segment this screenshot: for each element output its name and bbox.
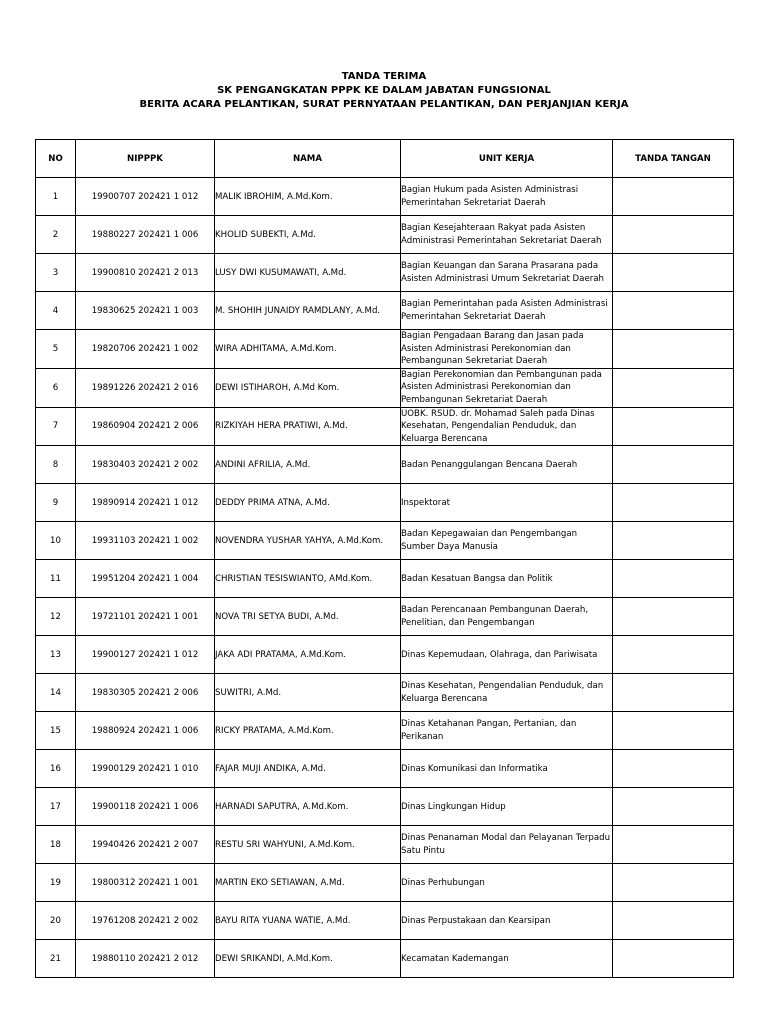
row-signature-cell[interactable]: [613, 292, 734, 330]
row-unit-kerja: Badan Penanggulangan Bencana Daerah: [401, 446, 613, 484]
row-unit-kerja: Dinas Perpustakaan dan Kearsipan: [401, 902, 613, 940]
row-no: 3: [36, 254, 76, 292]
row-unit-kerja: Dinas Ketahanan Pangan, Pertanian, dan Perikanan: [401, 712, 613, 750]
row-nipppk: 19721101 202421 1 001: [76, 598, 215, 636]
row-nama: CHRISTIAN TESISWIANTO, AMd.Kom.: [215, 560, 401, 598]
row-signature-cell[interactable]: [613, 216, 734, 254]
row-nama: HARNADI SAPUTRA, A.Md.Kom.: [215, 788, 401, 826]
title-line-3: BERITA ACARA PELANTIKAN, SURAT PERNYATAAN PELANTIKAN, DAN PERJANJIAN KERJA: [139, 99, 629, 110]
row-nipppk: 19880110 202421 2 012: [76, 940, 215, 978]
row-unit-kerja: Bagian Pemerintahan pada Asisten Administrasi Pemerintahan Sekretariat Daerah: [401, 292, 613, 330]
row-signature-cell[interactable]: [613, 826, 734, 864]
row-signature-cell[interactable]: [613, 598, 734, 636]
row-nipppk: 19890914 202421 1 012: [76, 484, 215, 522]
table-row: [36, 864, 734, 902]
row-no: 9: [36, 484, 76, 522]
row-nipppk: 19761208 202421 2 002: [76, 902, 215, 940]
row-nipppk: 19900118 202421 1 006: [76, 788, 215, 826]
row-nipppk: 19830625 202421 1 003: [76, 292, 215, 330]
row-nipppk: 19800312 202421 1 001: [76, 864, 215, 902]
table-row: [36, 254, 734, 292]
row-nama: RESTU SRI WAHYUNI, A.Md.Kom.: [215, 826, 401, 864]
row-unit-kerja: Dinas Komunikasi dan Informatika: [401, 750, 613, 788]
header-unit-kerja: UNIT KERJA: [401, 140, 613, 178]
row-no: 17: [36, 788, 76, 826]
row-signature-cell[interactable]: [613, 330, 734, 369]
table-row: [36, 902, 734, 940]
row-nama: DEWI ISTIHAROH, A.Md Kom.: [215, 368, 401, 407]
row-signature-cell[interactable]: [613, 560, 734, 598]
table-row: [36, 484, 734, 522]
row-signature-cell[interactable]: [613, 178, 734, 216]
table-row: [36, 178, 734, 216]
row-signature-cell[interactable]: [613, 254, 734, 292]
table-row: [36, 446, 734, 484]
row-unit-kerja: Inspektorat: [401, 484, 613, 522]
row-unit-kerja: Badan Kesatuan Bangsa dan Politik: [401, 560, 613, 598]
row-nipppk: 19900707 202421 1 012: [76, 178, 215, 216]
row-no: 12: [36, 598, 76, 636]
header-nip: NIPPPK: [76, 140, 215, 178]
row-unit-kerja: Dinas Perhubungan: [401, 864, 613, 902]
row-unit-kerja: Bagian Hukum pada Asisten Administrasi Pemerintahan Sekretariat Daerah: [401, 178, 613, 216]
row-unit-kerja: Dinas Kesehatan, Pengendalian Penduduk, dan Keluarga Berencana: [401, 674, 613, 712]
row-no: 11: [36, 560, 76, 598]
row-nipppk: 19820706 202421 1 002: [76, 330, 215, 369]
row-no: 15: [36, 712, 76, 750]
table-body: [36, 178, 734, 978]
row-unit-kerja: Dinas Penanaman Modal dan Pelayanan Terpadu Satu Pintu: [401, 826, 613, 864]
header-no: NO: [36, 140, 76, 178]
row-nama: RIZKIYAH HERA PRATIWI, A.Md.: [215, 407, 401, 446]
table-row: [36, 674, 734, 712]
table-row: [36, 407, 734, 446]
table-row: [36, 560, 734, 598]
row-no: 4: [36, 292, 76, 330]
row-nama: ANDINI AFRILIA, A.Md.: [215, 446, 401, 484]
table-row: [36, 636, 734, 674]
row-nipppk: 19860904 202421 2 006: [76, 407, 215, 446]
table-row: [36, 330, 734, 369]
row-signature-cell[interactable]: [613, 446, 734, 484]
row-nama: BAYU RITA YUANA WATIE, A.Md.: [215, 902, 401, 940]
row-no: 13: [36, 636, 76, 674]
document-title: [0, 70, 768, 112]
table-row: [36, 522, 734, 560]
header-nama: NAMA: [215, 140, 401, 178]
table-row: [36, 598, 734, 636]
table-row: [36, 750, 734, 788]
header-tanda-tangan: TANDA TANGAN: [613, 140, 734, 178]
row-nipppk: 19900129 202421 1 010: [76, 750, 215, 788]
row-no: 5: [36, 330, 76, 369]
row-signature-cell[interactable]: [613, 940, 734, 978]
row-nipppk: 19900810 202421 2 013: [76, 254, 215, 292]
row-nipppk: 19940426 202421 2 007: [76, 826, 215, 864]
table-row: [36, 788, 734, 826]
row-nama: RICKY PRATAMA, A.Md.Kom.: [215, 712, 401, 750]
row-nama: M. SHOHIH JUNAIDY RAMDLANY, A.Md.: [215, 292, 401, 330]
row-nama: MALIK IBROHIM, A.Md.Kom.: [215, 178, 401, 216]
row-nipppk: 19880227 202421 1 006: [76, 216, 215, 254]
table-row: [36, 216, 734, 254]
table-row: [36, 292, 734, 330]
row-nipppk: 19880924 202421 1 006: [76, 712, 215, 750]
row-unit-kerja: Badan Perencanaan Pembangunan Daerah, Penelitian, dan Pengembangan: [401, 598, 613, 636]
row-no: 10: [36, 522, 76, 560]
row-signature-cell[interactable]: [613, 522, 734, 560]
title-line-2: SK PENGANGKATAN PPPK KE DALAM JABATAN FUNGSIONAL: [217, 85, 551, 96]
row-no: 18: [36, 826, 76, 864]
title-line-1: TANDA TERIMA: [341, 71, 427, 82]
row-signature-cell[interactable]: [613, 484, 734, 522]
row-signature-cell[interactable]: [613, 368, 734, 407]
row-signature-cell[interactable]: [613, 750, 734, 788]
row-unit-kerja: Bagian Perekonomian dan Pembangunan pada Asisten Administrasi Perekonomian dan Pembangunan Sekretariat Daerah: [401, 368, 613, 407]
row-no: 6: [36, 368, 76, 407]
row-nama: JAKA ADI PRATAMA, A.Md.Kom.: [215, 636, 401, 674]
row-unit-kerja: Dinas Kepemudaan, Olahraga, dan Pariwisata: [401, 636, 613, 674]
row-nipppk: 19900127 202421 1 012: [76, 636, 215, 674]
row-nipppk: 19830305 202421 2 006: [76, 674, 215, 712]
row-signature-cell[interactable]: [613, 712, 734, 750]
row-nipppk: 19891226 202421 2 016: [76, 368, 215, 407]
table-row: [36, 940, 734, 978]
row-signature-cell[interactable]: [613, 407, 734, 446]
row-unit-kerja: Bagian Pengadaan Barang dan Jasan pada Asisten Administrasi Perekonomian dan Pembangunan Sekretariat Daerah: [401, 330, 613, 369]
row-nama: LUSY DWI KUSUMAWATI, A.Md.: [215, 254, 401, 292]
row-nipppk: 19931103 202421 1 002: [76, 522, 215, 560]
row-no: 7: [36, 407, 76, 446]
row-nipppk: 19830403 202421 2 002: [76, 446, 215, 484]
row-signature-cell[interactable]: [613, 788, 734, 826]
row-nipppk: 19951204 202421 1 004: [76, 560, 215, 598]
row-signature-cell[interactable]: [613, 674, 734, 712]
row-no: 14: [36, 674, 76, 712]
row-unit-kerja: Kecamatan Kademangan: [401, 940, 613, 978]
row-signature-cell[interactable]: [613, 864, 734, 902]
row-nama: SUWITRI, A.Md.: [215, 674, 401, 712]
row-unit-kerja: Badan Kepegawaian dan Pengembangan Sumber Daya Manusia: [401, 522, 613, 560]
row-nama: NOVA TRI SETYA BUDI, A.Md.: [215, 598, 401, 636]
receipt-table: [35, 139, 734, 978]
row-unit-kerja: Dinas Lingkungan Hidup: [401, 788, 613, 826]
row-no: 20: [36, 902, 76, 940]
row-nama: MARTIN EKO SETIAWAN, A.Md.: [215, 864, 401, 902]
row-no: 8: [36, 446, 76, 484]
row-no: 2: [36, 216, 76, 254]
table-row: [36, 712, 734, 750]
table-row: [36, 826, 734, 864]
row-no: 16: [36, 750, 76, 788]
row-signature-cell[interactable]: [613, 902, 734, 940]
table-header-row: [36, 140, 734, 178]
row-nama: NOVENDRA YUSHAR YAHYA, A.Md.Kom.: [215, 522, 401, 560]
row-nama: FAJAR MUJI ANDIKA, A.Md.: [215, 750, 401, 788]
row-unit-kerja: Bagian Keuangan dan Sarana Prasarana pada Asisten Administrasi Umum Sekretariat Daerah: [401, 254, 613, 292]
row-unit-kerja: Bagian Kesejahteraan Rakyat pada Asisten Administrasi Pemerintahan Sekretariat Daerah: [401, 216, 613, 254]
table-row: [36, 368, 734, 407]
row-nama: WIRA ADHITAMA, A.Md.Kom.: [215, 330, 401, 369]
row-no: 19: [36, 864, 76, 902]
row-unit-kerja: UOBK. RSUD. dr. Mohamad Saleh pada Dinas Kesehatan, Pengendalian Penduduk, dan Keluarga Berencana: [401, 407, 613, 446]
row-nama: DEWI SRIKANDI, A.Md.Kom.: [215, 940, 401, 978]
row-nama: DEDDY PRIMA ATNA, A.Md.: [215, 484, 401, 522]
row-signature-cell[interactable]: [613, 636, 734, 674]
row-nama: KHOLID SUBEKTI, A.Md.: [215, 216, 401, 254]
row-no: 1: [36, 178, 76, 216]
row-no: 21: [36, 940, 76, 978]
